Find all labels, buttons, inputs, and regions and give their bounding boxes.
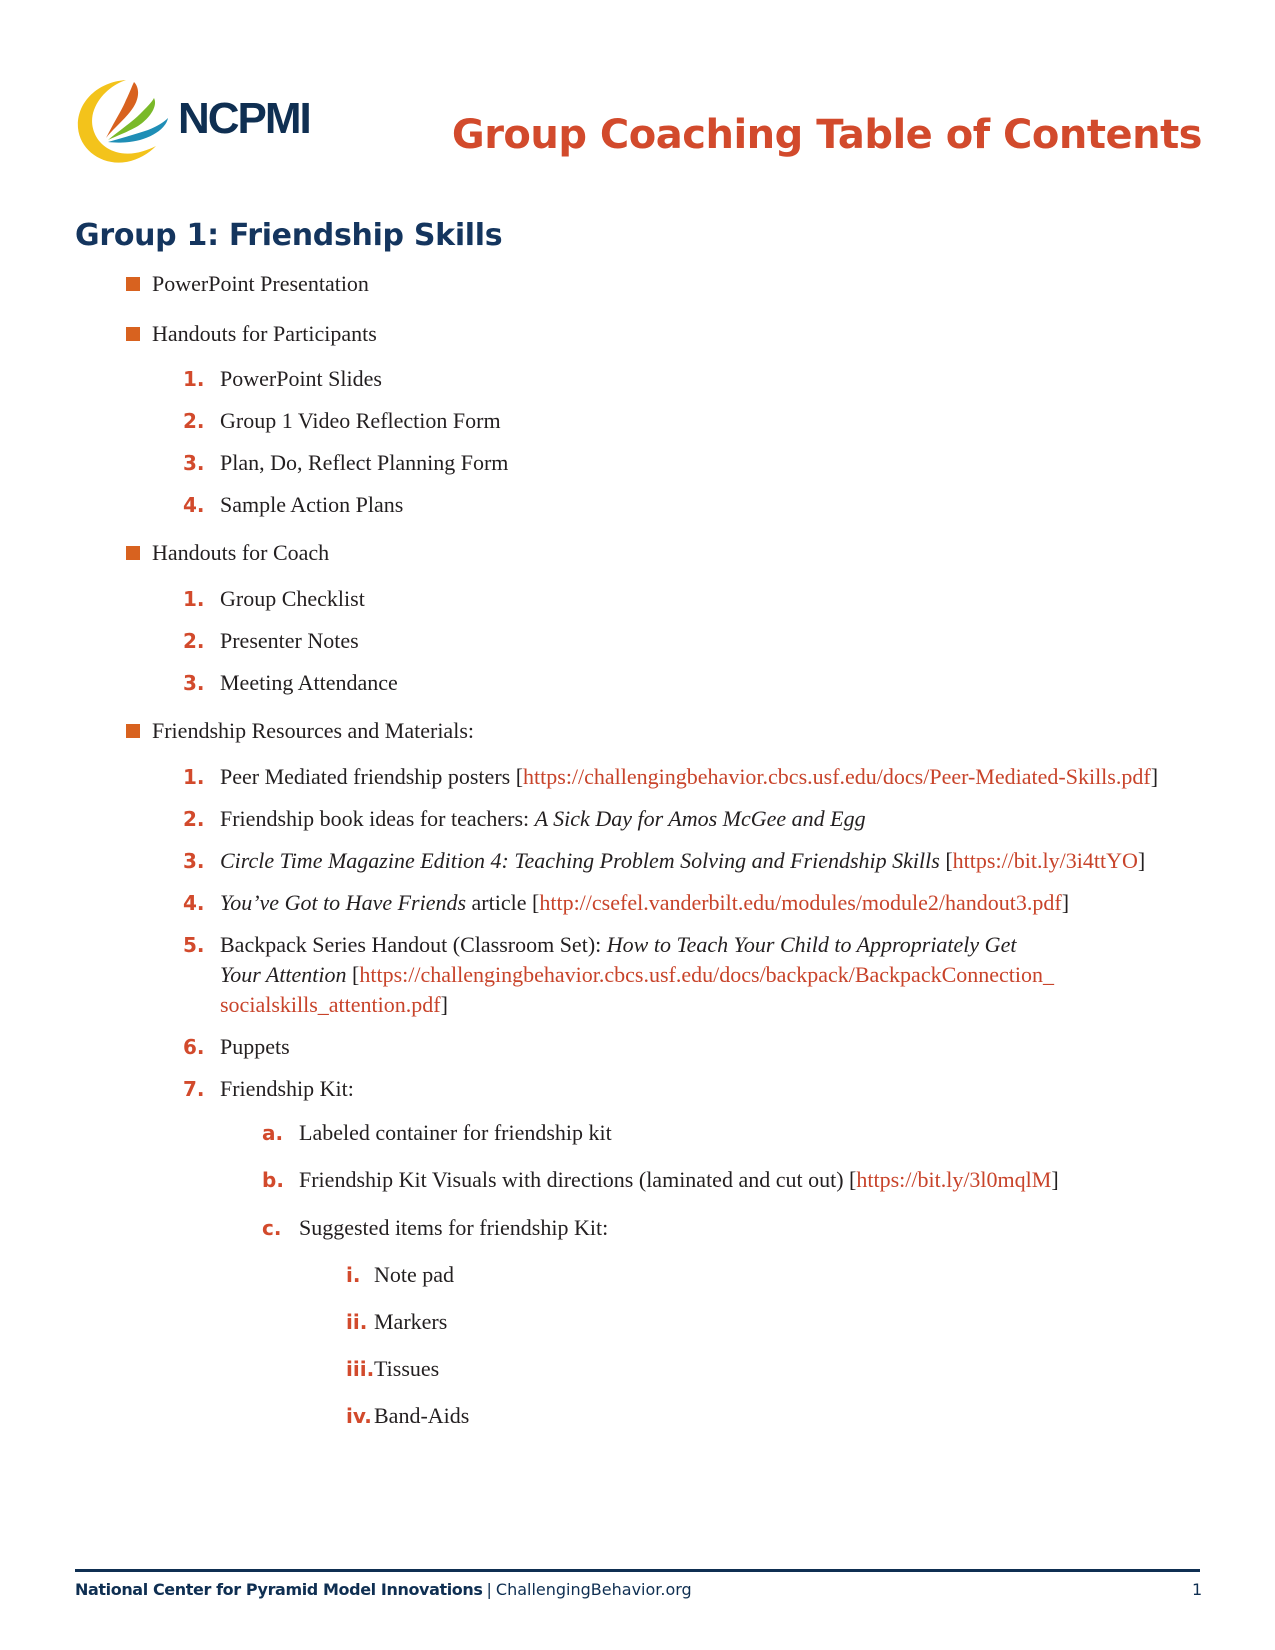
bracket: ] (1061, 890, 1070, 915)
page-number: 1 (1192, 1580, 1203, 1599)
list-item-note-pad: Note pad (374, 1262, 455, 1287)
list-item-friendship-kit: Friendship Kit: (220, 1076, 354, 1101)
list-marker: b. (262, 1168, 284, 1192)
list-marker: 7. (183, 1077, 205, 1101)
kit-visuals-link[interactable]: https://bit.ly/3l0mqlM (856, 1167, 1052, 1192)
backpack-connection-link-cont[interactable]: socialskills_attention.pdf (220, 992, 441, 1017)
bracket: ] (1137, 848, 1146, 873)
list-item-resources: Friendship Resources and Materials: (152, 718, 474, 743)
list-item-handouts-coach: Handouts for Coach (152, 540, 330, 565)
document-title: Group Coaching Table of Contents (451, 112, 1202, 158)
list-marker: 3. (183, 671, 205, 695)
list-item-circle-time (220, 846, 1145, 876)
backpack-connection-link[interactable]: https://challengingbehavior.cbcs.usf.edu/docs/backpack/BackpackConnection_ (359, 962, 1055, 987)
circle-time-link[interactable]: https://bit.ly/3i4ttYO (952, 848, 1138, 873)
bracket: [ (849, 1167, 857, 1192)
square-bullet-icon (126, 724, 140, 738)
bracket: [ (939, 848, 953, 873)
list-item-kit-visuals (299, 1165, 1059, 1195)
item-text: Backpack Series Handout (Classroom Set): (220, 932, 607, 957)
list-marker: a. (262, 1121, 284, 1145)
list-item-peer-posters (220, 762, 1158, 792)
list-item-band-aids: Band-Aids (374, 1403, 470, 1428)
ncpmi-swirl-icon (74, 76, 184, 166)
section-heading: Group 1: Friendship Skills (75, 218, 503, 253)
list-marker: 3. (183, 451, 205, 475)
list-marker: 3. (183, 849, 205, 873)
list-marker: 2. (183, 629, 205, 653)
bracket: ] (1150, 764, 1159, 789)
list-item: Group Checklist (220, 586, 365, 611)
footer-org-name: National Center for Pyramid Model Innovations (75, 1580, 483, 1599)
item-text: article (466, 890, 533, 915)
bracket: [ (532, 890, 540, 915)
footer-separator: | (486, 1580, 492, 1599)
list-item-suggested-items: Suggested items for friendship Kit: (299, 1215, 609, 1240)
list-item-markers: Markers (374, 1309, 448, 1334)
list-item: PowerPoint Slides (220, 366, 382, 391)
list-item-puppets: Puppets (220, 1034, 290, 1059)
square-bullet-icon (126, 546, 140, 560)
list-marker: c. (262, 1216, 282, 1240)
footer-divider (75, 1569, 1200, 1572)
ncpmi-logo (74, 76, 324, 166)
list-item-powerpoint: PowerPoint Presentation (152, 271, 369, 296)
list-item-backpack-handout-cont (220, 960, 1054, 990)
list-item-backpack-handout (220, 930, 1016, 960)
list-item: Meeting Attendance (220, 670, 398, 695)
list-marker: 4. (183, 493, 205, 517)
list-marker: 2. (183, 807, 205, 831)
peer-mediated-skills-link[interactable]: https://challengingbehavior.cbcs.usf.edu/docs/Peer-Mediated-Skills.pdf (523, 764, 1151, 789)
item-text: Peer Mediated friendship posters (220, 764, 516, 789)
list-item: Presenter Notes (220, 628, 359, 653)
bracket: [ (346, 962, 360, 987)
footer-website-link[interactable]: ChallengingBehavior.org (495, 1580, 692, 1599)
bracket: [ (515, 764, 524, 789)
list-item-got-to-have-friends (220, 888, 1069, 918)
square-bullet-icon (126, 327, 140, 341)
item-text: Friendship Kit Visuals with directions (laminated and cut out) (299, 1167, 850, 1192)
list-item-handouts-participants: Handouts for Participants (152, 321, 377, 346)
magazine-title: Circle Time Magazine Edition 4: Teaching Problem Solving and Friendship Skills (220, 848, 940, 873)
list-marker: 4. (183, 891, 205, 915)
list-item: Sample Action Plans (220, 492, 404, 517)
list-marker: 5. (183, 933, 205, 957)
footer-credit (75, 1580, 692, 1599)
list-marker: i. (346, 1263, 361, 1287)
bracket: ] (440, 992, 448, 1017)
book-title: A Sick Day for Amos McGee and Egg (534, 806, 866, 831)
csefel-handout-link[interactable]: http://csefel.vanderbilt.edu/modules/module2/handout3.pdf (539, 890, 1062, 915)
handout-title-cont: Your Attention (220, 962, 347, 987)
list-item-backpack-handout-cont2 (220, 990, 448, 1020)
handout-title: How to Teach Your Child to Appropriately Get (606, 932, 1017, 957)
bracket: ] (1051, 1167, 1059, 1192)
article-title: You’ve Got to Have Friends (220, 890, 467, 915)
list-marker: 1. (183, 587, 205, 611)
square-bullet-icon (126, 277, 140, 291)
logo-wordmark: NCPMI (178, 94, 310, 143)
list-item: Group 1 Video Reflection Form (220, 408, 501, 433)
list-item-labeled-container: Labeled container for friendship kit (299, 1120, 612, 1145)
list-marker: 6. (183, 1035, 205, 1059)
list-marker: iv. (346, 1404, 372, 1428)
list-item-tissues: Tissues (374, 1356, 440, 1381)
list-item: Plan, Do, Reflect Planning Form (220, 450, 509, 475)
list-marker: ii. (346, 1310, 368, 1334)
item-text: Friendship book ideas for teachers: (220, 806, 535, 831)
list-marker: 2. (183, 409, 205, 433)
list-marker: 1. (183, 765, 205, 789)
list-marker: iii. (346, 1357, 375, 1381)
list-item-book-ideas (220, 804, 866, 834)
list-marker: 1. (183, 367, 205, 391)
